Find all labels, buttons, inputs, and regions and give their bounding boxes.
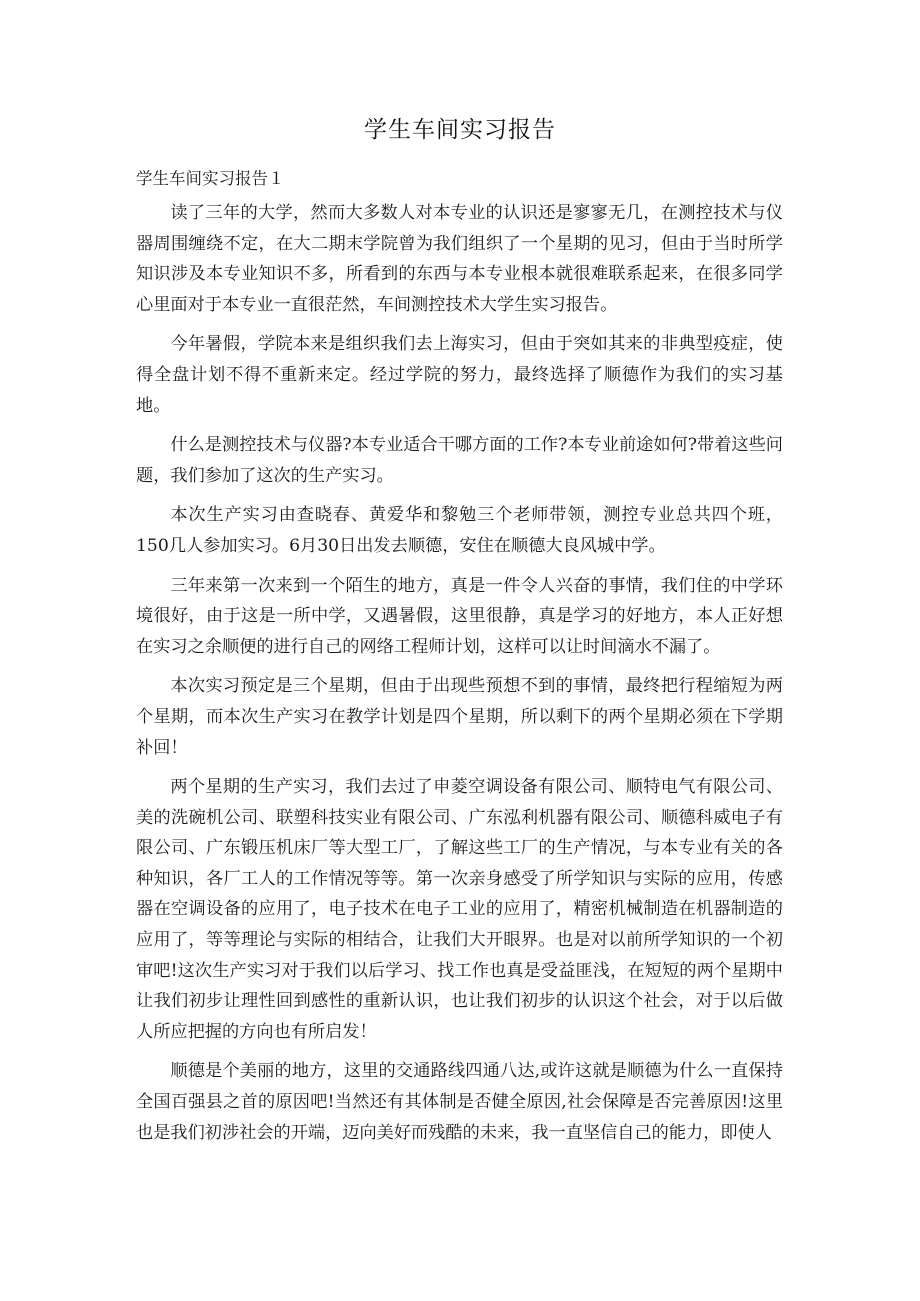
paragraph: 两个星期的生产实习，我们去过了申菱空调设备有限公司、顺特电气有限公司、美的洗碗机公司、联塑科技实业有限公司、广东泓利机器有限公司、顺德科威电子有限公司、广东锻压机床厂等大型工厂，了解这些工厂的生产情况，与本专业有关的各种知识，各厂工人的工作情况等等。第一次亲身感受了所学知识与实际的应用，传感器在空调设备的应用了，电子技术在电子工业的应用了，精密机械制造在机器制造的应用了，等等理论与实际的相结合，让我们大开眼界。也是对以前所学知识的一个初审吧!这次生产实习对于我们以后学习、找工作也真是受益匪浅，在短短的两个星期中让我们初步让理性回到感性的重新认识，也让我们初步的认识这个社会，对于以后做人所应把握的方向也有所启发！ xyxy=(136,777,783,1042)
document-subtitle: 学生车间实习报告１ xyxy=(136,169,285,188)
document-body xyxy=(136,198,783,1157)
paragraph: 今年暑假，学院本来是组织我们去上海实习，但由于突如其来的非典型疫症，使得全盘计划不得不重新来定。经过学院的努力，最终选择了顺德作为我们的实习基地。 xyxy=(136,334,783,416)
paragraph: 本次生产实习由查晓春、黄爱华和黎勉三个老师带领，测控专业总共四个班，150几人参加实习。6月30日出发去顺德，安住在顺德大良风城中学。 xyxy=(136,505,783,556)
paragraph: 顺德是个美丽的地方，这里的交通路线四通八达,或许这就是顺德为什么一直保持全国百强县之首的原因吧!当然还有其体制是否健全原因,社会保障是否完善原因!这里也是我们初涉社会的开端，迈向美好而残酷的未来，我一直坚信自己的能力，即使人 xyxy=(136,1061,783,1143)
paragraph: 读了三年的大学，然而大多数人对本专业的认识还是寥寥无几，在测控技术与仪器周围缠绕不定，在大二期末学院曾为我们组织了一个星期的见习，但由于当时所学知识涉及本专业知识不多，所看到的东西与本专业根本就很难联系起来，在很多同学心里面对于本专业一直很茫然，车间测控技术大学生实习报告。 xyxy=(136,203,783,315)
paragraph: 三年来第一次来到一个陌生的地方，真是一件令人兴奋的事情，我们住的中学环境很好，由于这是一所中学，又遇暑假，这里很静，真是学习的好地方，本人正好想在实习之余顺便的进行自己的网络工程师计划，这样可以让时间滴水不漏了。 xyxy=(136,575,783,657)
document-title: 学生车间实习报告 xyxy=(364,117,556,143)
paragraph: 什么是测控技术与仪器?本专业适合干哪方面的工作?本专业前途如何?带着这些问题，我们参加了这次的生产实习。 xyxy=(136,435,783,486)
paragraph: 本次实习预定是三个星期，但由于出现些预想不到的事情，最终把行程缩短为两个星期，而本次生产实习在教学计划是四个星期，所以剩下的两个星期必须在下学期补回！ xyxy=(136,676,783,758)
